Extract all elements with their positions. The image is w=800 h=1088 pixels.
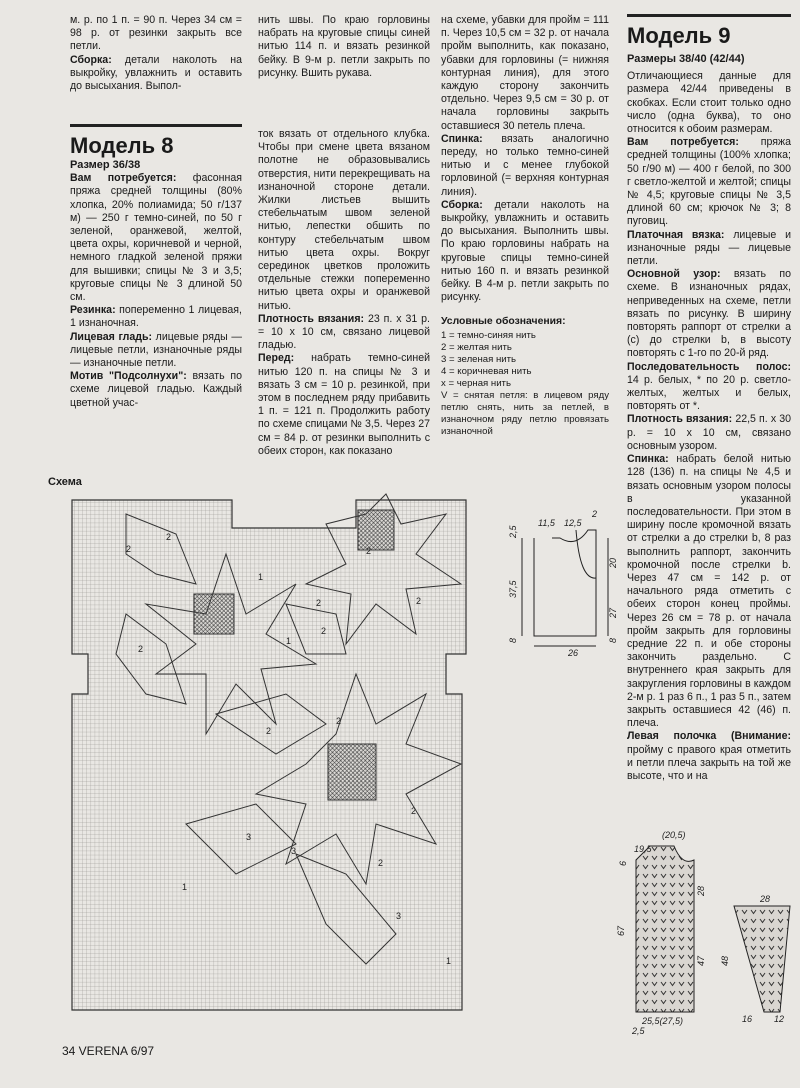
column-3 — [441, 14, 609, 438]
section-rule — [70, 124, 242, 127]
chart-number: 3 — [396, 911, 402, 921]
paragraph: Сборка: детали наколоть на выкройку, увлажнить и оставить до высыхания. Выполнить швы. По краю горловины набрать на круговые спицы темно-синей нитью 160 п. и вязать резинкой бейку. В 4-м р. петли закрыть по рисунку. — [441, 198, 609, 304]
dim-label: 11,5 — [538, 518, 555, 528]
paragraph: Перед: набрать темно-синей нитью 120 п. на спицы № 3 и вязать 3 см = 10 р. резинкой, при этом в последнем ряду прибавить 1 п. = 121 п. Продолжить работу по схеме спицами № 3,5. Через 27 см = 84 р. от резинки выполнить с обеих сторон, как показано — [258, 352, 430, 457]
chart-number: 1 — [286, 636, 292, 646]
model9-size: Размеры 38/40 (42/44) — [627, 53, 745, 65]
legend-item: x = черная нить — [441, 378, 511, 390]
dim-label: 27 — [608, 607, 618, 618]
page-footer: 34 VERENA 6/97 — [62, 1044, 155, 1058]
paragraph: Вам потребуется: пряжа средней толщины (100% хлопка; 50 г/90 м) — 400 г белой, по 300 г светло-желтой и желтой; спицы № 4,5; круговые спицы № 3,5 длиной 60 см; крючок № 3; 8 пуговиц. — [627, 136, 791, 228]
dim-label: 47 — [696, 955, 706, 966]
dim-label: 16 — [742, 1014, 753, 1024]
model8-pattern — [496, 508, 616, 658]
chart-number: 2 — [126, 544, 132, 554]
paragraph: ток вязать от отдельного клубка. Чтобы при смене цвета вязаном полотне не образовывались отверстия, нити перекрещивать на изнаночной стороне детали. Жилки листьев вышить стебельчатым швом зеленой нитью, лепестки обшить по контуру стебельчатым швом нитью цвета охры. Вокруг серединок цветков проложить отдельные стежки попеременно нитью цвета охры и оранжевой нитью. — [258, 128, 430, 312]
dim-label: 37,5 — [508, 580, 518, 598]
dim-label: 20 — [608, 557, 618, 568]
paragraph: Мотив "Подсолнухи": вязать по схеме лицевой гладью. Каждый цветной учас- — [70, 370, 242, 409]
model8-column-1 — [70, 124, 242, 410]
paragraph: Спинка: набрать белой нитью 128 (136) п. на спицы № 4,5 и вязать основным узором полосы в указанной последовательности. При этом в ширину после кромочной вязать от стрелки а до стрелки b, 8 раз выполнить раппорт, закончить кромочной после стрелки b. Через 47 см = 142 р. от начального ряда отметить с обеих сторон конец проймы. Через 26 см = 78 р. от начала пройм закрыть для горловины средние 22 п. и обе стороны закончить раздельно. С внутреннего края закрыть для закругления горловины в каждом 2-м р. 1 раз 6 п., 1 раз 5 п., затем закрыть оставшиеся 42 (46) п. плеча. — [627, 453, 791, 730]
dim-label: 25,5(27,5) — [642, 1016, 684, 1026]
dim-label: 2,5 — [508, 525, 518, 538]
legend-item: 1 = темно-синяя нить — [441, 330, 536, 342]
paragraph: м. р. по 1 п. = 90 п. Через 34 см = 98 р. от резинки закрыть все петли. — [70, 14, 242, 53]
legend-item: 4 = коричневая нить — [441, 366, 532, 378]
chart-number: 2 — [416, 596, 422, 606]
dim-label: 2 — [592, 509, 598, 519]
model9-column — [627, 14, 791, 783]
model8-column-2 — [258, 128, 430, 458]
knitting-chart — [66, 494, 480, 1014]
dim-label: 28 — [696, 885, 706, 896]
dim-label: 8 — [608, 637, 618, 643]
chart-number: 2 — [321, 626, 327, 636]
dim-label: 12 — [774, 1014, 785, 1024]
chart-number: 1 — [182, 882, 188, 892]
paragraph: Резинка: попеременно 1 лицевая, 1 изнаночная. — [70, 304, 242, 330]
dim-label: 12,5 — [564, 518, 582, 528]
paragraph: Плотность вязания: 22,5 п. х 30 р. = 10 х 10 см, связано основным узором. — [627, 413, 791, 452]
section-rule — [627, 14, 791, 17]
paragraph: Лицевая гладь: лицевые ряды — лицевые петли, изнаночные ряды — изнаночные петли. — [70, 330, 242, 370]
paragraph: Плотность вязания: 23 п. х 31 р. = 10 х 10 см, связано лицевой гладью. — [258, 312, 430, 352]
dim-label: 48 — [720, 955, 730, 966]
dim-label: 26 — [568, 648, 579, 658]
chart-number: 2 — [166, 532, 172, 542]
chart-number: 2 — [266, 726, 272, 736]
chart-number: 2 — [336, 716, 342, 726]
chart-number: 2 — [316, 598, 322, 608]
model9-pattern — [614, 826, 800, 1036]
dim-label: (20,5) — [662, 830, 686, 840]
paragraph: Отличающиеся данные для размера 42/44 приведены в скобках. Если стоит только одно число (одна буква), то оно относится к обоим размерам. — [627, 70, 791, 136]
chart-number: 2 — [138, 644, 144, 654]
paragraph: на схеме, убавки для пройм = 111 п. Через 10,5 см = 32 р. от начала пройм выполнить, как показано, убавки для горловины (= нижняя контурная линия), для этого каждую сторону закончить отдельно. Через 9,5 см = 30 р. от начала горловины закрыть оставшиеся 30 петель плеча. — [441, 14, 609, 132]
dim-label: 2,5 — [632, 1026, 645, 1036]
paragraph: нить швы. По краю горловины набрать на круговые спицы синей нитью 114 п. и вязать резинкой бейку. В 9-м р. петли закрыть по рисунку. Вшить рукава. — [258, 14, 430, 79]
paragraph: Сборка: детали наколоть на выкройку, увлажнить и оставить до высыхания. Выпол- — [70, 53, 242, 93]
chart-number: 2 — [378, 858, 384, 868]
chart-outline — [72, 500, 466, 1010]
chart-number: 1 — [446, 956, 452, 966]
legend-item: 3 = зеленая нить — [441, 354, 517, 366]
chart-number: 2 — [366, 546, 372, 556]
chart-number: 1 — [258, 572, 264, 582]
dim-label: 67 — [616, 925, 626, 936]
dim-label: 8 — [508, 637, 518, 643]
column-1-top — [70, 14, 242, 93]
paragraph: Платочная вязка: лицевые и изнаночные ряды — лицевые петли. — [627, 228, 791, 268]
paragraph: Левая полочка (Внимание: пройму с правого края отметить и петли плеча закрыть на той же высоте, что и на — [627, 730, 791, 782]
paragraph: Вам потребуется: фасонная пряжа средней толщины (80% хлопка, 20% полиамида; 50 г/137 м) — 250 г темно-синей, по 50 г зеленой, оранжевой, желтой, цвета охры, коричневой и черной, немного гладкой зеленой пряжи для вышивки; спицы № 3 и 3,5; круговые спицы № 3 длиной 50 см. — [70, 172, 242, 304]
model8-title: Модель 8 — [70, 133, 174, 158]
dim-label: 6 — [618, 860, 628, 866]
model9-title: Модель 9 — [627, 23, 731, 48]
paragraph: Последовательность полос: 14 р. белых, * по 20 р. светло-желтых, желтых и белых, повторять от *. — [627, 360, 791, 413]
chart-number: 3 — [291, 846, 297, 856]
legend-item: 2 = желтая нить — [441, 342, 512, 354]
legend-item: V = снятая петля: в лицевом ряду петлю снять, нить за петлей, в изнаночном ряду петлю провязать изнаночной — [441, 390, 609, 438]
legend — [441, 316, 609, 438]
column-2-top — [258, 14, 430, 80]
paragraph: Основной узор: вязать по схеме. В изнаночных рядах, неприведенных на схеме, петли вязать по рисунку. В ширину повторять раппорт от стрелки а (с) до стрелки b, в высоту повторять с 1-го по 20-й ряд. — [627, 268, 791, 360]
chart-number: 3 — [246, 832, 252, 842]
chart-number: 2 — [411, 806, 417, 816]
legend-title: Условные обозначения: — [441, 316, 566, 328]
dim-label: 19,5 — [634, 844, 652, 854]
dim-label: 28 — [760, 894, 771, 904]
paragraph: Спинка: вязать аналогично переду, но только темно-синей нитью и с менее глубокой горловиной (= верхняя контурная линия). — [441, 132, 609, 198]
model8-size: Размер 36/38 — [70, 159, 141, 171]
schema-label: Схема — [48, 476, 82, 488]
